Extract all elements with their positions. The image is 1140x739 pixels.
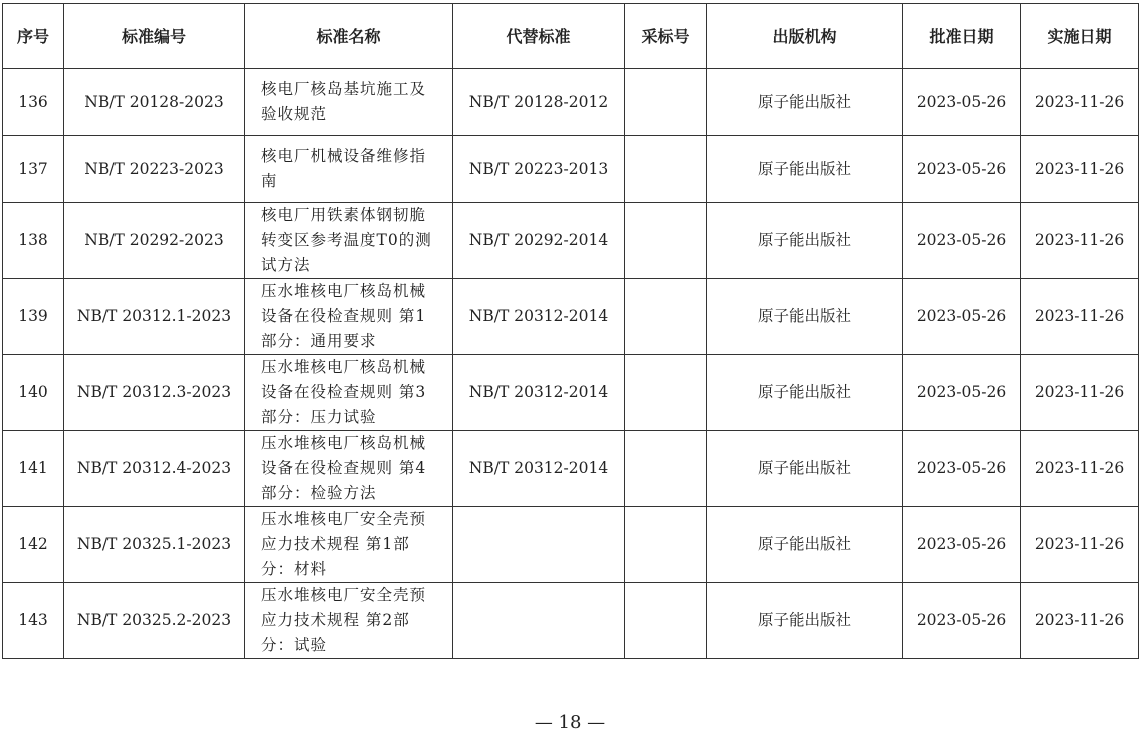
row-number: 138 — [3, 203, 64, 279]
header-effective-date: 实施日期 — [1021, 4, 1139, 69]
row-number: 136 — [3, 69, 64, 136]
table-row — [3, 583, 1139, 659]
row-number: 143 — [3, 583, 64, 659]
effective-date: 2023-11-26 — [1021, 203, 1139, 279]
adopted-standard — [625, 136, 707, 203]
adopted-standard — [625, 355, 707, 431]
standard-code: NB/T 20292-2023 — [64, 203, 245, 279]
standard-code: NB/T 20223-2023 — [64, 136, 245, 203]
approval-date: 2023-05-26 — [903, 203, 1021, 279]
header-name: 标准名称 — [245, 4, 453, 69]
standard-code: NB/T 20325.1-2023 — [64, 507, 245, 583]
replaced-standard — [453, 583, 625, 659]
adopted-standard — [625, 203, 707, 279]
standard-code: NB/T 20312.3-2023 — [64, 355, 245, 431]
header-publisher: 出版机构 — [707, 4, 903, 69]
approval-date: 2023-05-26 — [903, 431, 1021, 507]
table-row — [3, 69, 1139, 136]
effective-date: 2023-11-26 — [1021, 355, 1139, 431]
adopted-standard — [625, 279, 707, 355]
replaced-standard — [453, 507, 625, 583]
publisher: 原子能出版社 — [707, 279, 903, 355]
standard-name: 压水堆核电厂核岛机械设备在役检查规则 第3部分：压力试验 — [245, 355, 453, 431]
table-row — [3, 203, 1139, 279]
effective-date: 2023-11-26 — [1021, 431, 1139, 507]
row-number: 140 — [3, 355, 64, 431]
standard-name: 核电厂用铁素体钢韧脆转变区参考温度T0的测试方法 — [245, 203, 453, 279]
replaced-standard: NB/T 20128-2012 — [453, 69, 625, 136]
replaced-standard: NB/T 20312-2014 — [453, 431, 625, 507]
standard-name: 核电厂核岛基坑施工及验收规范 — [245, 69, 453, 136]
table-row — [3, 507, 1139, 583]
header-row — [3, 4, 1139, 69]
standard-code: NB/T 20128-2023 — [64, 69, 245, 136]
publisher: 原子能出版社 — [707, 507, 903, 583]
approval-date: 2023-05-26 — [903, 507, 1021, 583]
standard-name: 压水堆核电厂安全壳预应力技术规程 第2部分：试验 — [245, 583, 453, 659]
table-row — [3, 279, 1139, 355]
adopted-standard — [625, 583, 707, 659]
row-number: 139 — [3, 279, 64, 355]
approval-date: 2023-05-26 — [903, 355, 1021, 431]
approval-date: 2023-05-26 — [903, 279, 1021, 355]
publisher: 原子能出版社 — [707, 69, 903, 136]
approval-date: 2023-05-26 — [903, 69, 1021, 136]
adopted-standard — [625, 507, 707, 583]
standard-code: NB/T 20312.4-2023 — [64, 431, 245, 507]
standard-name: 压水堆核电厂安全壳预应力技术规程 第1部分：材料 — [245, 507, 453, 583]
page-number: — 18 — — [534, 712, 606, 733]
adopted-standard — [625, 431, 707, 507]
replaced-standard: NB/T 20312-2014 — [453, 355, 625, 431]
standard-name: 压水堆核电厂核岛机械设备在役检查规则 第4部分：检验方法 — [245, 431, 453, 507]
effective-date: 2023-11-26 — [1021, 136, 1139, 203]
replaced-standard: NB/T 20223-2013 — [453, 136, 625, 203]
header-code: 标准编号 — [64, 4, 245, 69]
publisher: 原子能出版社 — [707, 355, 903, 431]
publisher: 原子能出版社 — [707, 136, 903, 203]
table-row — [3, 355, 1139, 431]
adopted-standard — [625, 69, 707, 136]
row-number: 141 — [3, 431, 64, 507]
standard-name: 压水堆核电厂核岛机械设备在役检查规则 第1部分：通用要求 — [245, 279, 453, 355]
standard-code: NB/T 20325.2-2023 — [64, 583, 245, 659]
effective-date: 2023-11-26 — [1021, 69, 1139, 136]
publisher: 原子能出版社 — [707, 583, 903, 659]
standards-table — [2, 3, 1139, 659]
standard-code: NB/T 20312.1-2023 — [64, 279, 245, 355]
header-no: 序号 — [3, 4, 64, 69]
approval-date: 2023-05-26 — [903, 583, 1021, 659]
publisher: 原子能出版社 — [707, 203, 903, 279]
replaced-standard: NB/T 20312-2014 — [453, 279, 625, 355]
approval-date: 2023-05-26 — [903, 136, 1021, 203]
effective-date: 2023-11-26 — [1021, 279, 1139, 355]
row-number: 137 — [3, 136, 64, 203]
row-number: 142 — [3, 507, 64, 583]
header-replaces: 代替标准 — [453, 4, 625, 69]
table-row — [3, 136, 1139, 203]
publisher: 原子能出版社 — [707, 431, 903, 507]
standard-name: 核电厂机械设备维修指南 — [245, 136, 453, 203]
effective-date: 2023-11-26 — [1021, 583, 1139, 659]
header-approve-date: 批准日期 — [903, 4, 1021, 69]
header-adopt: 采标号 — [625, 4, 707, 69]
replaced-standard: NB/T 20292-2014 — [453, 203, 625, 279]
effective-date: 2023-11-26 — [1021, 507, 1139, 583]
table-row — [3, 431, 1139, 507]
